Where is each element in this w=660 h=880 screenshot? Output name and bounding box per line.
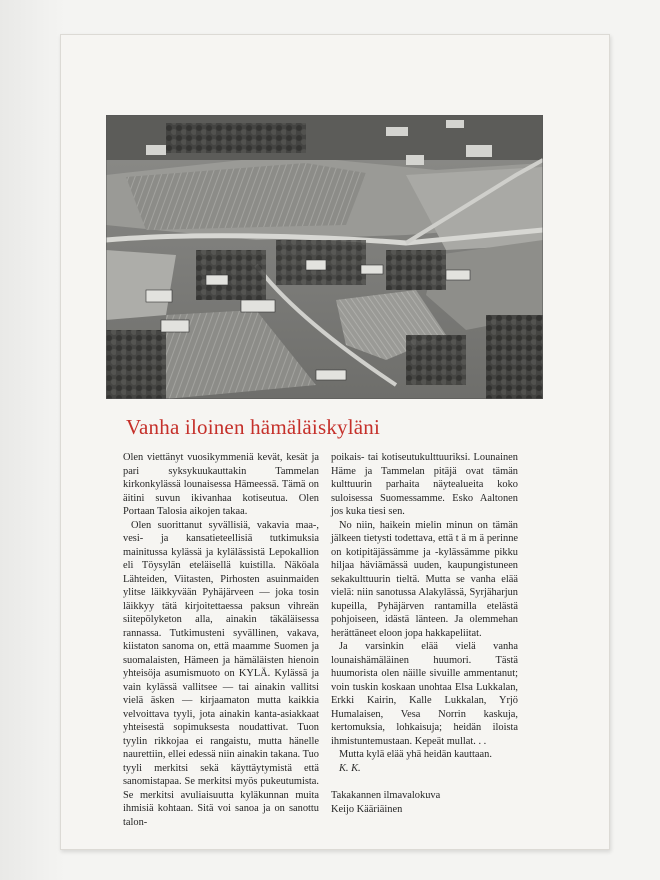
author-signature: K. K. xyxy=(339,762,361,774)
paragraph: Mutta kylä elää yhä heidän kauttaan. xyxy=(339,749,492,760)
paragraph: poikais- tai kotiseutukulttuuriksi. Lounainen Häme ja Tammelan pitäjä ovat tämän kulttuurin parhaita näytealueita koko suloisessa Suomessamme. Esko Aaltonen jos kuka tiesi sen. xyxy=(331,452,518,517)
background-surface xyxy=(0,0,66,880)
article-title: Vanha iloinen hämäläiskyläni xyxy=(126,415,381,439)
paragraph: No niin, haikein mielin minun on tämän jälkeen tietysti todettava, että t ä m ä perinne on kotipitäjässämme ja -kylässämme pikku hiljaa häviämässä uuden, kaupungistuneen sekakulttuurin tieltä. Mutta se vanha elää vielä: niin sanotussa Alakylässä, Syrjäharjun kupeilla, Pyhäjärven rantamilla etelästä pohjoiseen, idästä länteen. Ja olemmehan herättäneet eloon jopa hakkapeliitat. xyxy=(331,519,518,639)
paragraph: Ja varsinkin elää vielä vanha lounaishämäläinen huumori. Tästä huumorista olen näille sivuille ammentanut; voin tuskin koskaan unohtaa Elsa Lukkalan, Erkki Kairin, Kalle Lukkalan, Yrjö Humalaisen, Vesa Norrin kaskuja, kertomuksia, lohkaisuja; heidän iloista ihmistuntemustaan. Kepeät mullat. . . xyxy=(331,641,518,747)
text-column-left xyxy=(123,451,319,829)
aerial-village-photo xyxy=(106,115,543,399)
photo-credit-name: Keijo Kääriäinen xyxy=(331,803,403,815)
text-column-right xyxy=(331,451,518,816)
photo-credit-line: Takakannen ilmavalokuva xyxy=(331,790,441,801)
aerial-photo-drawing xyxy=(106,115,543,399)
paragraph: Olen suorittanut syvällisiä, vakavia maa-, vesi- ja kansatieteellisiä tutkimuksia mainitussa kylässä ja kylälässistä Lepokallion eli Töysylän eteläisellä kuistilla. Näköala Lähteiden, Viitasten, Pirhosten asuinmaiden ylitse läikkyvään Pyhäjärveen — joka tosin läikkyy tätä kirjoitettaessa paksun vihreän siitepölyketon alla, ainakin täkäläisessa rannassa. Tutkimusteni syvällinen, vakava, kiistaton sanoma on, että maamme Suomen ja suomalaisten, Hämeen ja hämäläisten hienoin yhteisöja asumismuoto on KYLÄ. Kylässä ja vain kylässä vallitsee — tai ainakin vallitsi vielä äsken — kirjaamaton mutta kaikkia velvoittava tyyli, jota ainakin kanta-asiakkaat yhteisestä sopimuksesta noudattivat. Tuon tyylin rikkojaa ei rangaistu, mutta hänelle naurettiin, ellei edessä niin ainakin takana. Tuo tyyli merkitsi sekä käyttäytymistä että sanomistapaa. Se merkitsi myös pukeutumista. Se merkitsi avuliaisuutta kyläkunnan muita ihmisiä kohtaan. Sitä voi sanoa ja on sanottu talon- xyxy=(123,519,319,828)
paragraph: Olen viettänyt vuosikymmeniä kevät, kesät ja pari syksykuukauttakin Tammelan kirkonkylässä lounaisessa Hämeessä. Tämä on äitini suvun ikivanhaa kotiseutua. Olen Portaan Talosia aikojen takaa. xyxy=(123,452,319,517)
